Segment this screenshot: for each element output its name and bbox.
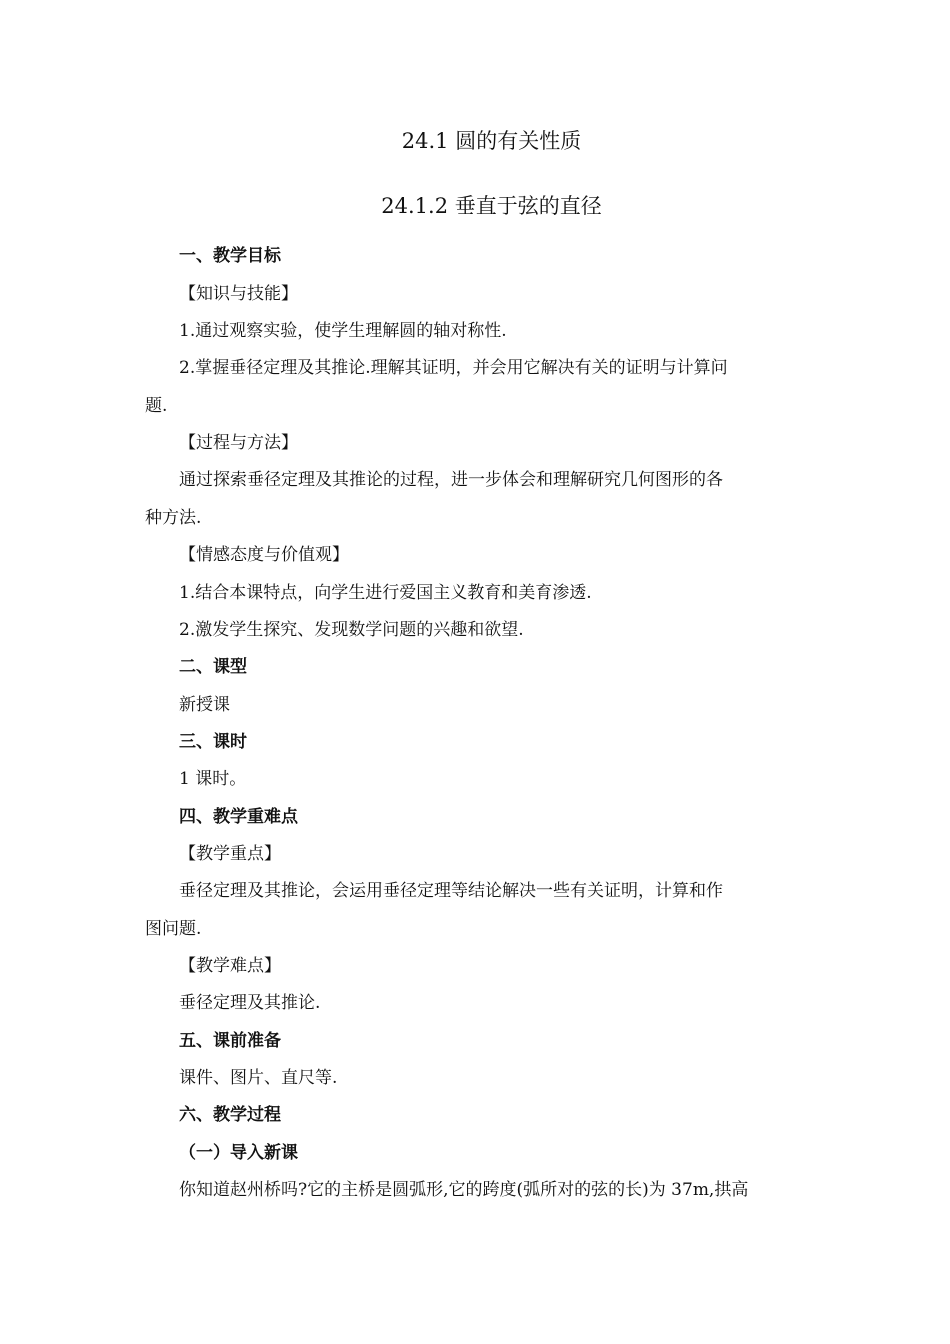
document-subtitle: 24.1.2 垂直于弦的直径: [381, 194, 602, 218]
paragraph-line: 1 课时。: [179, 769, 247, 789]
paragraph-line: 题.: [145, 396, 168, 416]
section-heading: 四、教学重难点: [179, 807, 298, 827]
paragraph-line: 【教学重点】: [179, 844, 281, 864]
document-title: 24.1 圆的有关性质: [401, 129, 582, 153]
section-heading: 二、课型: [179, 657, 247, 677]
paragraph-line: 2.掌握垂径定理及其推论.理解其证明，并会用它解决有关的证明与计算问: [179, 358, 728, 378]
paragraph-line: 【知识与技能】: [179, 284, 298, 304]
paragraph-line: 种方法.: [145, 508, 202, 528]
subsection-heading: （一）导入新课: [179, 1143, 298, 1163]
paragraph-line: 垂径定理及其推论，会运用垂径定理等结论解决一些有关证明，计算和作: [179, 881, 723, 901]
paragraph-line: 图问题.: [145, 919, 202, 939]
paragraph-line: 新授课: [179, 695, 230, 715]
paragraph-line: 【教学难点】: [179, 956, 281, 976]
paragraph-line: 课件、图片、直尺等.: [179, 1068, 338, 1088]
paragraph-line: 通过探索垂径定理及其推论的过程，进一步体会和理解研究几何图形的各: [179, 470, 723, 490]
paragraph-line: 【过程与方法】: [179, 433, 298, 453]
paragraph-line: 1.通过观察实验，使学生理解圆的轴对称性.: [179, 321, 507, 341]
section-heading: 三、课时: [179, 732, 247, 752]
paragraph-line: 垂径定理及其推论.: [179, 993, 321, 1013]
paragraph-line: 1.结合本课特点，向学生进行爱国主义教育和美育渗透.: [179, 583, 592, 603]
paragraph-line: 你知道赵州桥吗?它的主桥是圆弧形,它的跨度(弧所对的弦的长)为 37m,拱高: [179, 1180, 749, 1200]
section-heading: 六、教学过程: [179, 1105, 281, 1125]
paragraph-line: 2.激发学生探究、发现数学问题的兴趣和欲望.: [179, 620, 524, 640]
section-heading: 五、课前准备: [179, 1031, 281, 1051]
paragraph-line: 【情感态度与价值观】: [179, 545, 349, 565]
section-heading: 一、教学目标: [179, 246, 281, 266]
